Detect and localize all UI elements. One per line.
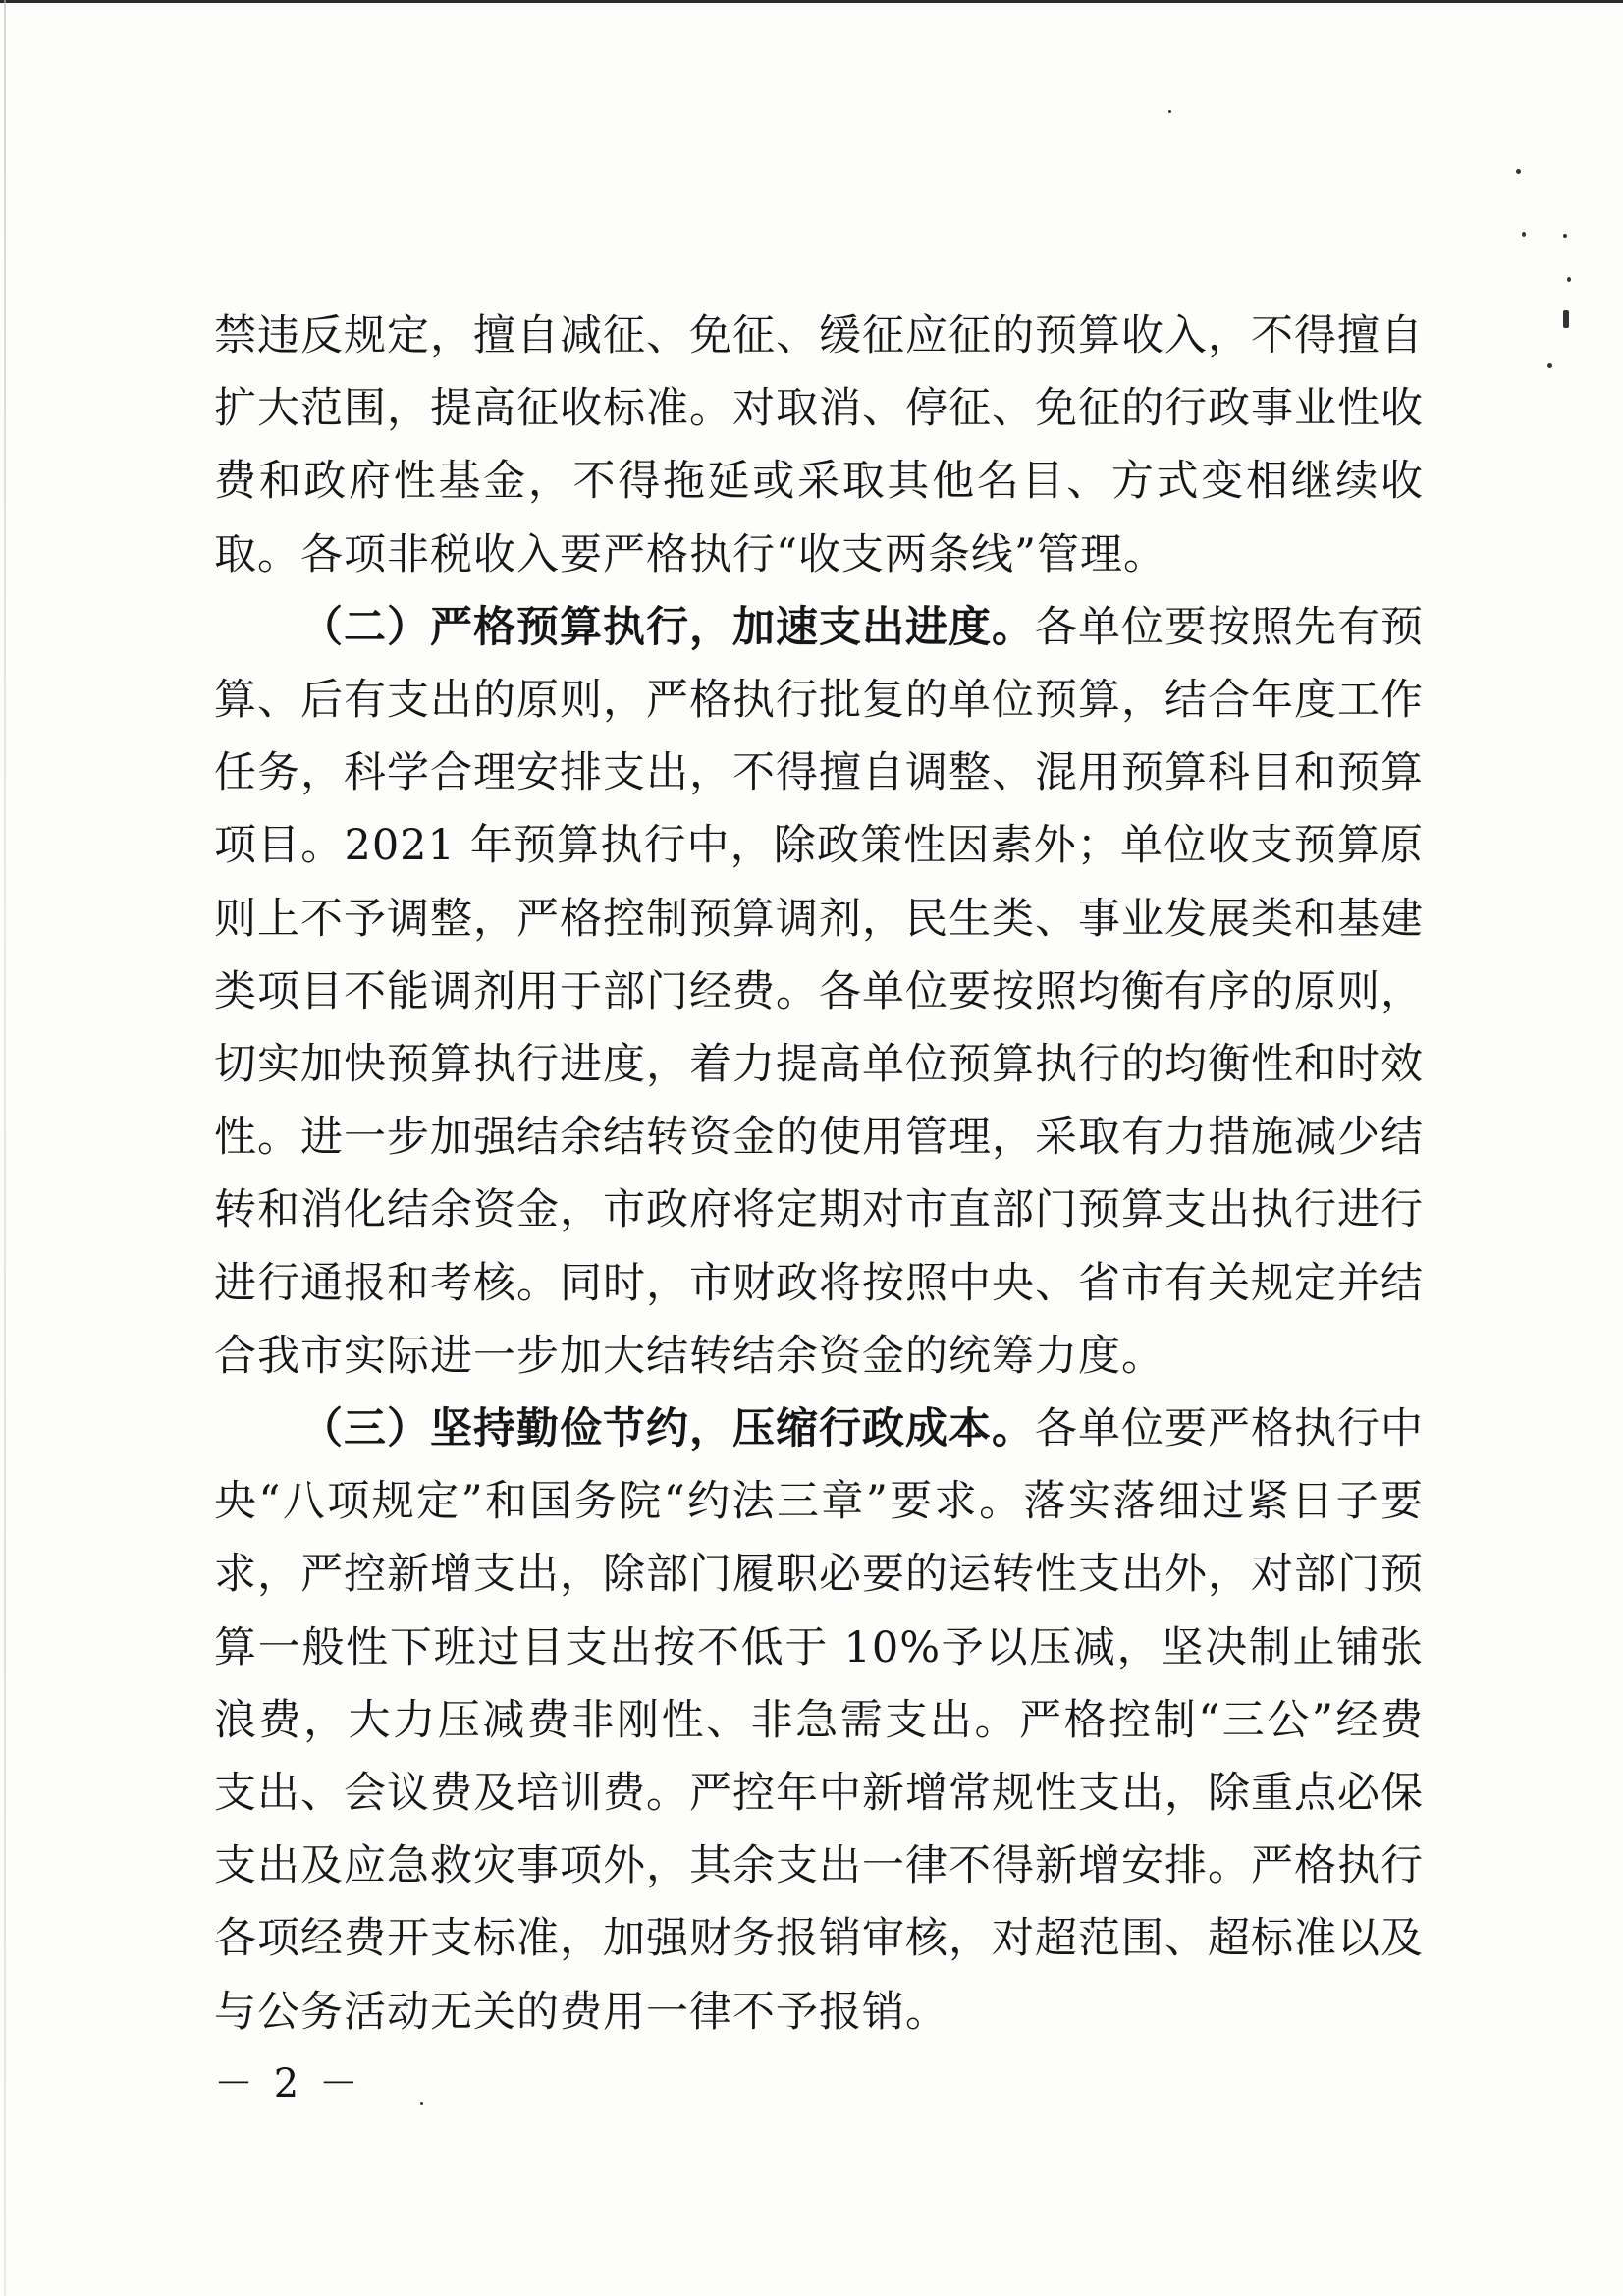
document-body [214,300,1424,2049]
left-edge-shadow [4,0,6,2296]
top-edge-rule [0,0,1623,3]
paragraph-2-body: 各单位要按照先有预算、后有支出的原则，严格执行批复的单位预算，结合年度工作任务，科学合理安排支出，不得擅自调整、混用预算科目和预算项目。2021 年预算执行中，除政策性因素外；单位收支预算原则上不予调整，严格控制预算调剂，民生类、事业发展类和基建类项目不能调剂用于部门经费。各单位要按照均衡有序的原则，切实加快预算执行进度，着力提高单位预算执行的均衡性和时效性。进一步加强结余结转资金的使用管理，采取有力措施减少结转和消化结余资金，市政府将定期对市直部门预算支出执行进行进行通报和考核。同时，市财政将按照中央、省市有关规定并结合我市实际进一步加大结转结余资金的统筹力度。 [214,602,1424,1381]
paragraph-1 [214,300,1424,591]
paragraph-3 [214,1393,1424,2049]
scan-speck [1522,232,1526,237]
scan-speck [1168,110,1171,113]
scan-speck [1563,234,1567,238]
scan-speck [1567,277,1571,282]
paragraph-3-lead: （三）坚持勤俭节约，压缩行政成本。 [300,1404,1035,1454]
page-number: － 2 － [214,2061,362,2106]
scan-speck [1516,169,1521,174]
paragraph-3-body: 各单位要严格执行中央“八项规定”和国务院“约法三章”要求。落实落细过紧日子要求，严控新增支出，除部门履职必要的运转性支出外，对部门预算一般性下班过目支出按不低于 10%予以压减，坚决制止铺张浪费，大力压减费非刚性、非急需支出。严格控制“三公”经费支出、会议费及培训费。严控年中新增常规性支出，除重点必保支出及应急救灾事项外，其余支出一律不得新增安排。严格执行各项经费开支标准，加强财务报销审核，对超范围、超标准以及与公务活动无关的费用一律不予报销。 [214,1404,1424,2037]
scan-speck [420,2102,423,2105]
scan-speck [1563,310,1569,328]
paragraph-2-lead: （二）严格预算执行，加速支出进度。 [300,602,1035,652]
paragraph-1-body: 禁违反规定，擅自减征、免征、缓征应征的预算收入，不得擅自扩大范围，提高征收标准。对取消、停征、免征的行政事业性收费和政府性基金，不得拖延或采取其他名目、方式变相继续收取。各项非税收入要严格执行“收支两条线”管理。 [214,311,1424,579]
scan-speck [1547,363,1552,368]
paragraph-2 [214,591,1424,1393]
